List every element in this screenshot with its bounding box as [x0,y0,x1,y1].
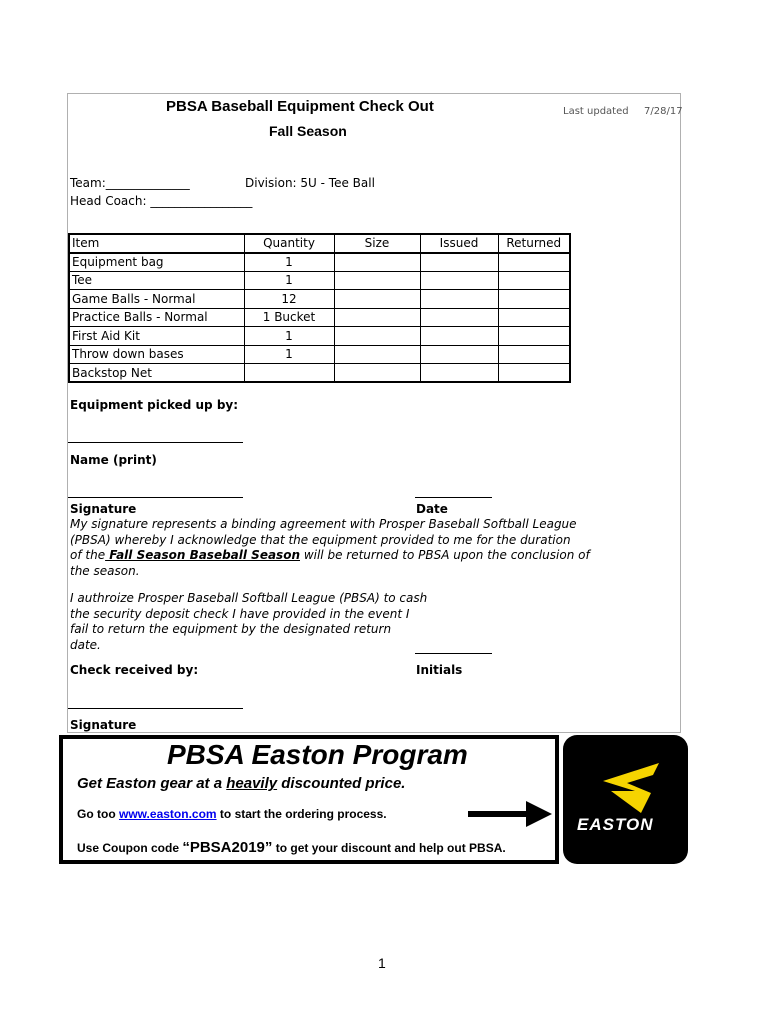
size-cell[interactable] [334,327,420,346]
date-label: Date [416,502,448,516]
last-updated-value: 7/28/17 [644,106,683,117]
size-cell[interactable] [334,271,420,290]
quantity-cell: 1 [244,253,334,272]
initials-line[interactable] [415,653,492,654]
check-signature-line[interactable] [68,708,243,709]
table-row [69,290,570,309]
table-row [69,327,570,346]
issued-cell[interactable] [420,253,498,272]
pickup-line[interactable] [68,442,243,443]
agreement-prefix: of the [70,548,106,562]
item-cell: Practice Balls - Normal [69,308,244,327]
pickup-label: Equipment picked up by: [70,398,239,412]
table-header-row [69,234,570,253]
last-updated-label: Last updated [563,106,629,117]
item-cell: Game Balls - Normal [69,290,244,309]
go-suffix: to start the ordering process. [216,807,387,821]
agreement-line [70,548,590,564]
item-cell: Equipment bag [69,253,244,272]
tagline-emphasis: heavily [226,775,278,792]
quantity-cell: 1 [244,345,334,364]
tagline-prefix: Get Easton gear at a [77,775,227,792]
agreement-text [70,517,590,579]
agreement-line: My signature represents a binding agreement with Prosper Baseball Softball League [70,517,577,531]
form-title: PBSA Baseball Equipment Check Out [166,98,434,115]
table-row [69,308,570,327]
deposit-line: the security deposit check I have provided in the event I [70,606,410,621]
easton-link[interactable]: www.easton.com [119,807,217,821]
returned-cell[interactable] [498,327,570,346]
easton-swoosh-icon [601,761,663,815]
agreement-line: the season. [70,563,140,578]
team-field[interactable]: Team:______________ [70,176,190,190]
size-cell[interactable] [334,345,420,364]
size-cell[interactable] [334,290,420,309]
coupon-suffix: to get your discount and help out PBSA. [272,841,506,855]
returned-cell[interactable] [498,271,570,290]
issued-cell[interactable] [420,290,498,309]
name-print-label: Name (print) [70,453,157,467]
header-item: Item [69,234,244,253]
easton-logo-text: EASTON [577,815,654,834]
head-coach-field[interactable]: Head Coach: _________________ [70,194,253,208]
easton-logo [563,735,688,864]
easton-promo-box [59,735,559,864]
promo-coupon-text [77,839,506,856]
division-label: Division: 5U - Tee Ball [245,176,375,190]
returned-cell[interactable] [498,364,570,383]
issued-cell[interactable] [420,327,498,346]
header-quantity: Quantity [244,234,334,253]
deposit-line: I authroize Prosper Baseball Softball League (PBSA) to cash [70,591,428,605]
quantity-cell: 1 Bucket [244,308,334,327]
header-issued: Issued [420,234,498,253]
form-subtitle: Fall Season [269,123,347,139]
item-cell: First Aid Kit [69,327,244,346]
go-prefix: Go too [77,807,119,821]
equipment-table [68,233,571,383]
promo-title: PBSA Easton Program [167,739,468,770]
issued-cell[interactable] [420,364,498,383]
page-number: 1 [378,955,386,971]
item-cell: Backstop Net [69,364,244,383]
deposit-text [70,591,427,653]
quantity-cell [244,364,334,383]
date-line[interactable] [415,497,492,498]
issued-cell[interactable] [420,308,498,327]
initials-label: Initials [416,663,463,677]
returned-cell[interactable] [498,290,570,309]
size-cell[interactable] [334,308,420,327]
agreement-line: (PBSA) whereby I acknowledge that the equipment provided to me for the duration [70,532,571,547]
issued-cell[interactable] [420,345,498,364]
right-arrow-icon [468,801,552,827]
promo-go-text [77,807,387,821]
table-row [69,253,570,272]
quantity-cell: 1 [244,271,334,290]
item-cell: Throw down bases [69,345,244,364]
header-returned: Returned [498,234,570,253]
check-signature-label: Signature [70,718,137,732]
size-cell[interactable] [334,253,420,272]
table-row [69,271,570,290]
size-cell[interactable] [334,364,420,383]
signature-line[interactable] [68,497,243,498]
quantity-cell: 12 [244,290,334,309]
promo-tagline [77,775,405,792]
table-row [69,345,570,364]
deposit-line: date. [70,637,101,652]
agreement-suffix: will be returned to PBSA upon the conclusion of [300,548,590,562]
tagline-suffix: discounted price. [277,775,406,792]
returned-cell[interactable] [498,308,570,327]
deposit-line: fail to return the equipment by the designated return [70,622,392,636]
season-name: Fall Season Baseball Season [105,548,300,562]
returned-cell[interactable] [498,253,570,272]
header-size: Size [334,234,420,253]
coupon-code: “PBSA2019” [182,839,273,856]
table-row [69,364,570,383]
quantity-cell: 1 [244,327,334,346]
issued-cell[interactable] [420,271,498,290]
returned-cell[interactable] [498,345,570,364]
signature-label: Signature [70,502,137,516]
check-received-label: Check received by: [70,663,199,677]
item-cell: Tee [69,271,244,290]
coupon-prefix: Use Coupon code [77,841,183,855]
